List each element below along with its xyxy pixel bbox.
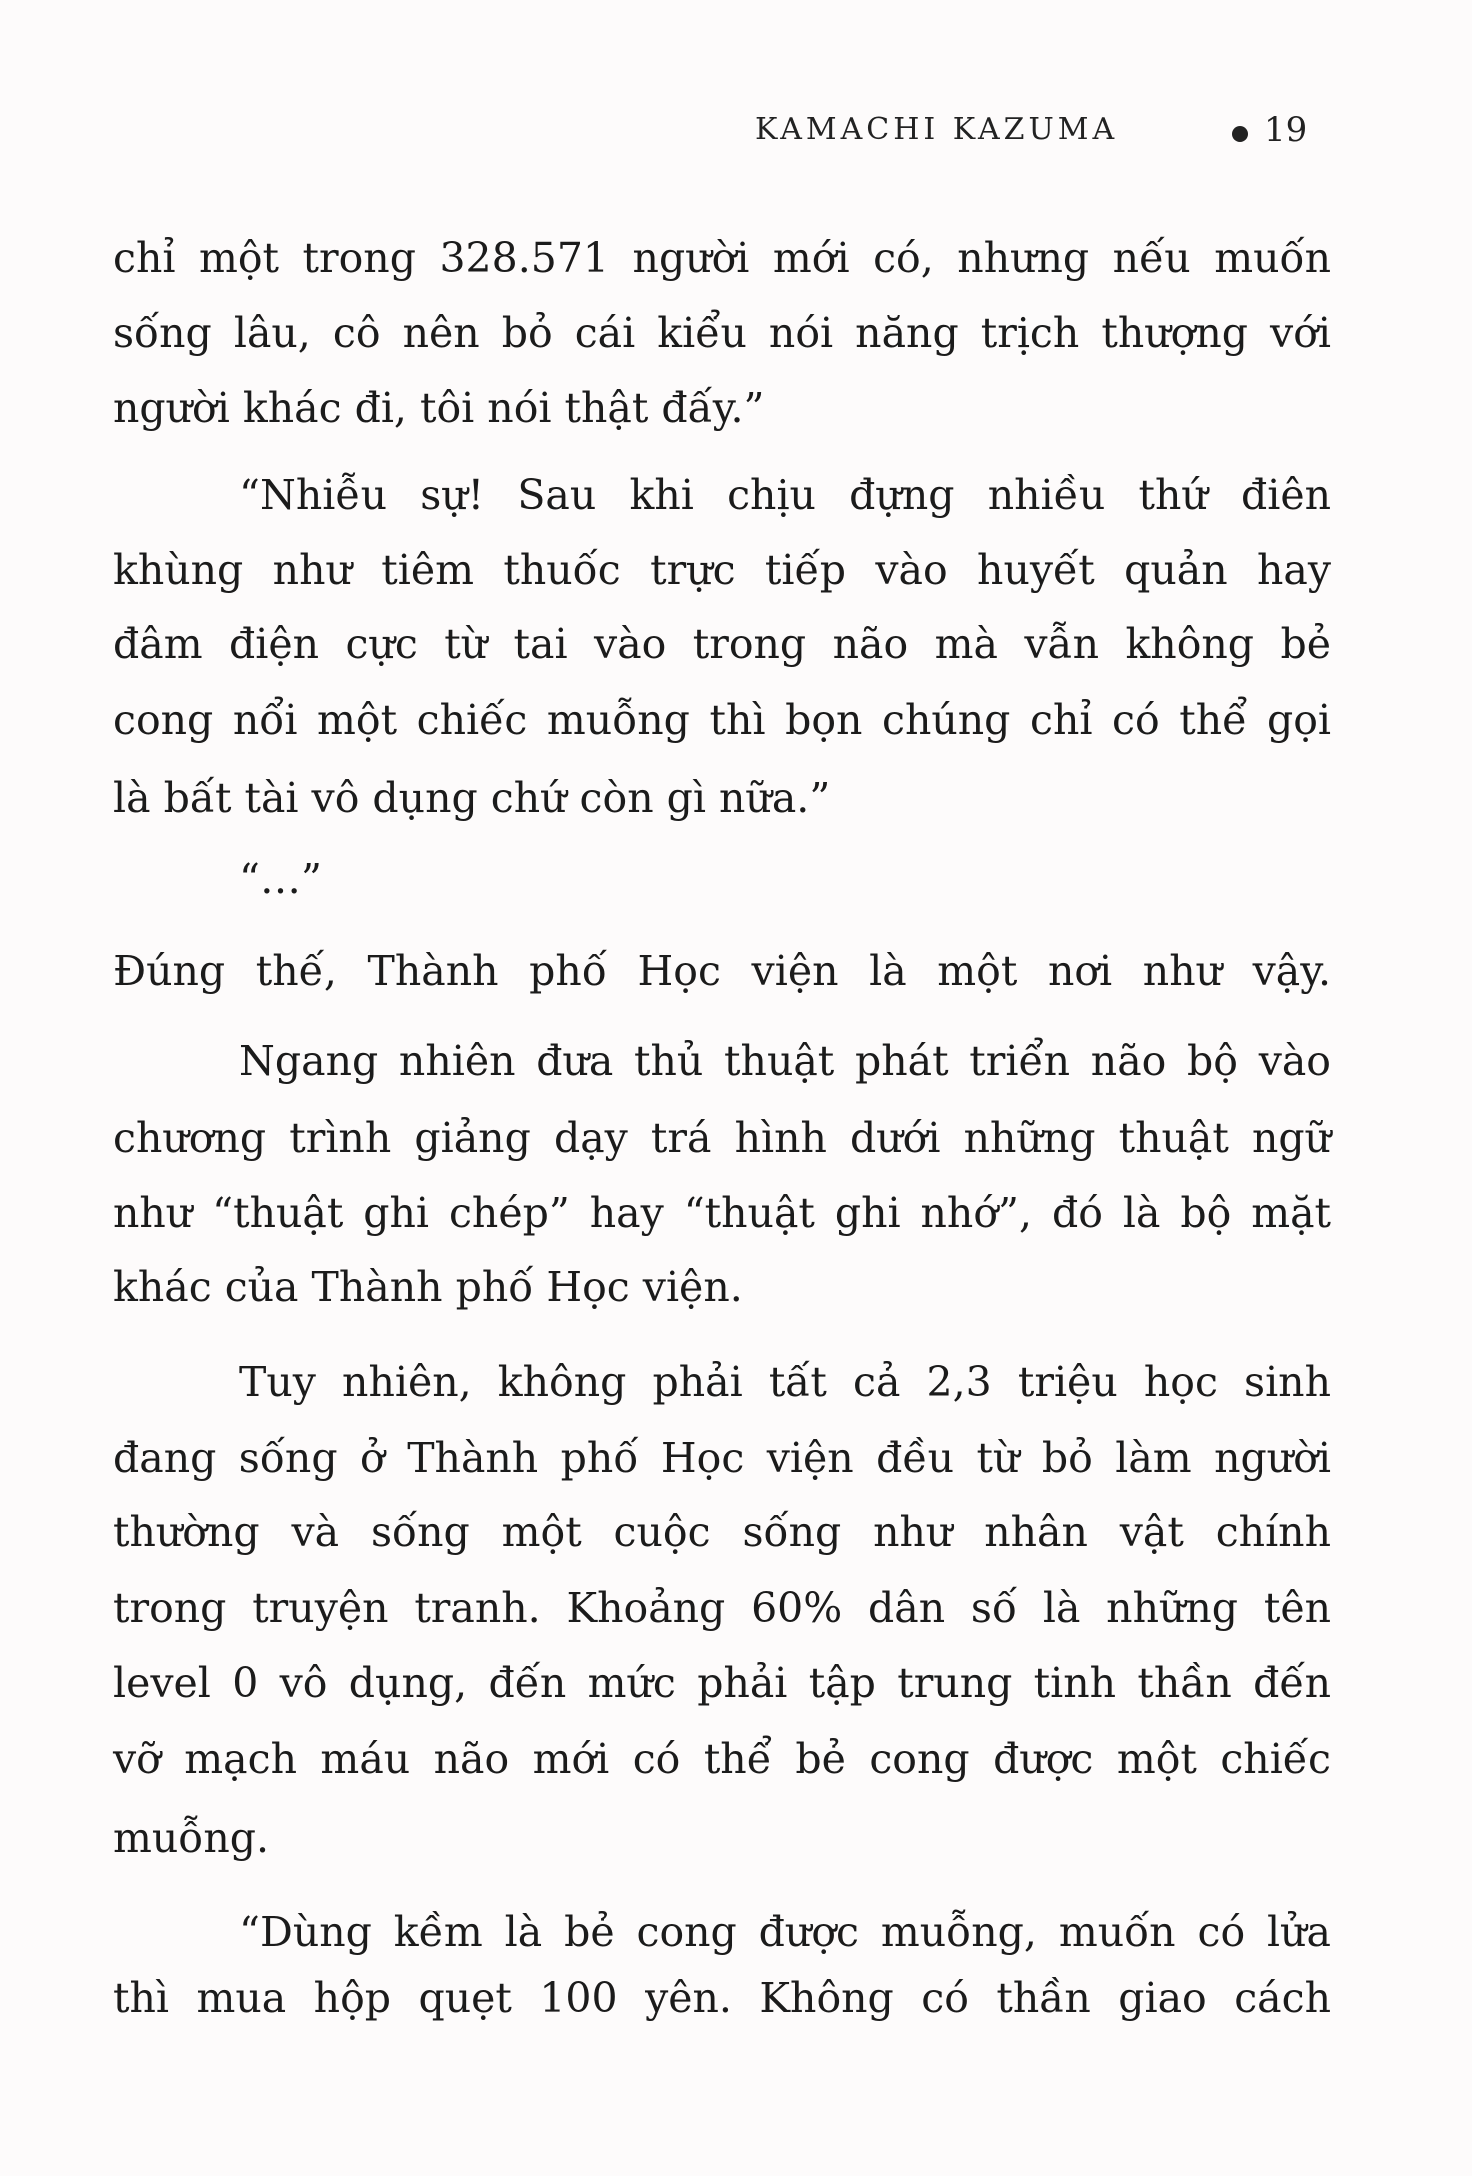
- text-line: sống lâu, cô nên bỏ cái kiểu nói năng trịch thượng với: [113, 309, 1331, 357]
- text-line: người khác đi, tôi nói thật đấy.”: [113, 384, 765, 432]
- text-line: khùng như tiêm thuốc trực tiếp vào huyết quản hay: [113, 546, 1331, 594]
- text-line: chỉ một trong 328.571 người mới có, nhưng nếu muốn: [113, 234, 1331, 282]
- text-line: là bất tài vô dụng chứ còn gì nữa.”: [113, 774, 831, 822]
- text-line: Ngang nhiên đưa thủ thuật phát triển não bộ vào: [239, 1037, 1331, 1085]
- text-line: level 0 vô dụng, đến mức phải tập trung tinh thần đến: [113, 1659, 1331, 1707]
- header-author: KAMACHI KAZUMA: [755, 112, 1119, 147]
- page-number: 19: [1264, 110, 1308, 150]
- text-line: đang sống ở Thành phố Học viện đều từ bỏ làm người: [113, 1434, 1331, 1482]
- text-line: trong truyện tranh. Khoảng 60% dân số là những tên: [113, 1584, 1331, 1632]
- text-line: “Dùng kềm là bẻ cong được muỗng, muốn có lửa: [239, 1908, 1331, 1956]
- text-line: đâm điện cực từ tai vào trong não mà vẫn không bẻ: [113, 620, 1331, 668]
- text-line: khác của Thành phố Học viện.: [113, 1263, 743, 1311]
- text-line: thì mua hộp quẹt 100 yên. Không có thần giao cách: [113, 1974, 1331, 2022]
- text-line: như “thuật ghi chép” hay “thuật ghi nhớ”, đó là bộ mặt: [113, 1189, 1331, 1237]
- text-line: vỡ mạch máu não mới có thể bẻ cong được một chiếc: [113, 1735, 1331, 1783]
- text-line: “Nhiễu sự! Sau khi chịu đựng nhiều thứ điên: [239, 471, 1331, 519]
- text-line: thường và sống một cuộc sống như nhân vật chính: [113, 1508, 1331, 1556]
- text-line: Đúng thế, Thành phố Học viện là một nơi như vậy.: [113, 947, 1331, 995]
- text-line: Tuy nhiên, không phải tất cả 2,3 triệu học sinh: [239, 1358, 1331, 1406]
- bullet-icon: [1232, 126, 1248, 142]
- text-line: chương trình giảng dạy trá hình dưới những thuật ngữ: [113, 1114, 1331, 1162]
- text-line: “…”: [239, 855, 322, 903]
- text-line: cong nổi một chiếc muỗng thì bọn chúng chỉ có thể gọi: [113, 696, 1331, 744]
- text-line: muỗng.: [113, 1814, 270, 1862]
